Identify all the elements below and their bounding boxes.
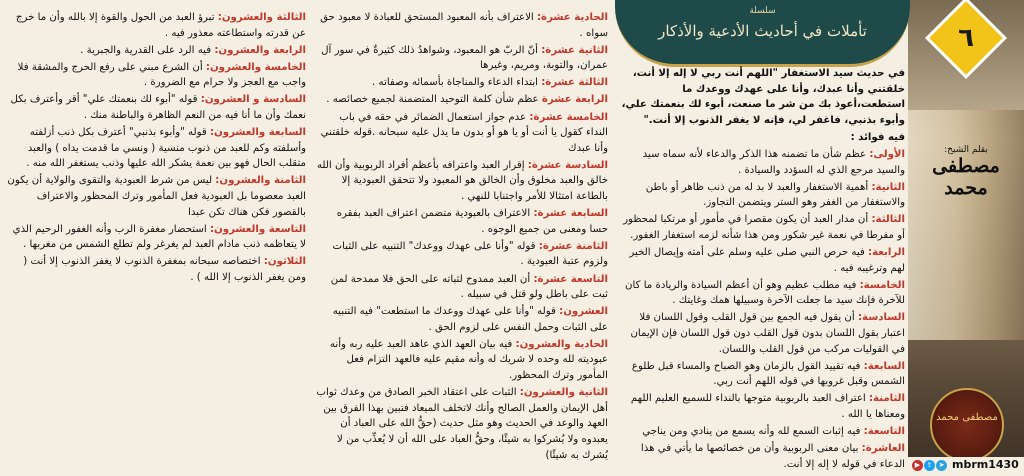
seal-logo bbox=[930, 388, 1004, 462]
benefit-label: الثالثة عشرة: bbox=[541, 77, 608, 89]
benefit-label: الثانية والعشرون: bbox=[519, 387, 608, 399]
benefit-paragraph bbox=[316, 272, 608, 303]
benefit-text: اختصاصه سبحانه بمغفرة الذنوب لا يغفر الذنوب إلا أنت ( ومن يغفر الذنوب إلا الله ) . bbox=[23, 256, 306, 283]
benefit-label: التاسعة والعشرون: bbox=[209, 223, 306, 235]
benefit-text: عظم شأن كلمة التوحيد المتضمنة لجميع خصائصه . bbox=[326, 94, 542, 106]
benefit-label: السادسة: bbox=[857, 312, 905, 324]
benefit-label: التاسعة عشرة: bbox=[533, 273, 608, 285]
benefit-text: فيه تقييد القول بالزمان وهو الصباح والمساء قبل طلوع الشمس وقبل غروبها في قوله اللهم أنت ربي. bbox=[631, 360, 905, 388]
benefit-text: الثبات على اعتقاد الخبر الصادق من وعدك ثواب أهل الإيمان والعمل الصالح وأنك لاتخلف الميعاد فتبين بهذا الفرق بين العهد والوعد في الحديث وهو مثل حديث (حقُّ الله على العباد أن يعبدوه ولا يُشركوا به شيئًا، وحقُّ العباد على الله أن لا يُعذِّب من لا يُشرك به شيئًا) bbox=[316, 387, 608, 461]
benefit-paragraph bbox=[6, 92, 306, 123]
benefit-paragraph bbox=[316, 337, 608, 384]
benefit-label: الثامنة والعشرون: bbox=[215, 175, 306, 187]
author-credit bbox=[912, 145, 1020, 205]
benefit-paragraph bbox=[619, 130, 905, 146]
benefit-label: الرابعة عشرة bbox=[541, 94, 608, 106]
benefit-paragraph bbox=[619, 180, 905, 211]
benefit-text: اعتراف العبد بالربوبية متوجها بالنداء للسميع العليم اللهم ومعناها يا الله . bbox=[630, 393, 905, 420]
author-prefix: بقلم الشيخ: bbox=[944, 145, 988, 155]
benefit-paragraph bbox=[316, 10, 608, 41]
benefit-text: فيه الرد على القدرية والجبرية . bbox=[80, 44, 215, 56]
benefit-paragraph bbox=[6, 60, 306, 91]
benefit-paragraph bbox=[619, 66, 905, 128]
benefit-text: أن مدار العبد أن يكون مقصرا في مأمور أو مرتكبا لمحظور أو مفرطا في نعمة غير شكور ومن هذا شأنه لزمه استغفار الغفور. bbox=[623, 214, 905, 241]
benefit-text: قوله "وأنا على عهدك ووعدك" التنبيه على الثبات ولزوم عتبة العبودية . bbox=[332, 240, 608, 268]
benefit-paragraph bbox=[619, 212, 905, 243]
benefit-paragraph bbox=[316, 158, 608, 205]
benefit-text: قوله "أبوء لك بنعمتك علي" أقر وأعترف بكل نعمك وأن ما أنا فيه من النعم الظاهرة والباطنة منك . bbox=[10, 94, 306, 122]
benefit-paragraph bbox=[6, 173, 306, 220]
benefit-paragraph bbox=[619, 424, 905, 440]
benefit-text: قوله "وأنا على عهدك ووعدك ما استطعت" فيه التنبيه على الثبات وحمل النفس على لزوم الحق . bbox=[332, 306, 608, 333]
benefit-label: الخامسة: bbox=[859, 279, 905, 291]
author-name: مصطفى محمد bbox=[932, 155, 1000, 199]
benefit-text: أنّ الربّ هو المعبود، وشواهدُ ذلك كثيرةٌ في سور آل عمران، والتوبة، ومريم، وغيرها bbox=[321, 44, 608, 72]
benefit-text: الاعتراف بالعبودية متضمن اعتراف العبد بفقره حسا ومعنى من جميع الوجوه . bbox=[336, 208, 608, 235]
benefit-text: أن العبد ممدوح لثباته على الحق فلا ممدحة لمن ثبت على باطل ولو قتل في سبيله . bbox=[330, 273, 608, 301]
series-label: سلسلة bbox=[749, 6, 776, 16]
benefit-paragraph bbox=[619, 359, 905, 390]
episode-number: ٦ bbox=[958, 23, 974, 53]
benefit-paragraph bbox=[619, 441, 905, 472]
benefit-text: أن الشرع مبني على رفع الحرج والمشقة فلا واجب مع العجز ولا حرام مع الضرورة . bbox=[17, 61, 306, 89]
benefit-paragraph bbox=[619, 278, 905, 309]
benefit-paragraph bbox=[6, 43, 306, 59]
benefit-text: فيه مطلب عظيم وهو أن أعظم السيادة والريادة ما كان للآخرة فإنك سيد ما جعلت الآخرة وسبيلها همك وغايتك . bbox=[625, 279, 905, 307]
benefit-label: الرابعة: bbox=[868, 247, 905, 259]
series-title: تأملات في أحاديث الأدعية والأذكار bbox=[658, 22, 867, 40]
benefit-text: بيان معنى الربوبية وأن من خصائصها ما يأتي في هذا الدعاء في قوله لا إله إلا أنت. bbox=[640, 443, 905, 470]
benefit-text: ابتداء الدعاء والمناجاة بأسمائه وصفاته . bbox=[372, 77, 542, 89]
benefit-text: فيه بيان العهد الذي عاهد العبد عليه ربه وأنه عبوديته لله وحده لا شريك له وأنه مقيم عليه فالعهد التزام فعل المأمور وترك المحظور. bbox=[329, 338, 608, 382]
benefit-text: إقرار العبد واعترافه بأعظم أفراد الربوبية وأن الله خالق والعبد مخلوق وأن الخالق هو المعبود ولا تتحقق العبودية إلا بالطاعة امتثالا للأمر واجتنابا للنهي . bbox=[316, 159, 608, 203]
benefit-text: فيه فوائد : bbox=[850, 131, 905, 143]
benefit-label: العشرون: bbox=[559, 306, 608, 318]
benefit-text: في حديث سيد الاستغفار "اللهم أنت ربي لا إله إلا أنت، خلقتني وأنا عبدك، وأنا على عهدك ووعدك ما استطعت،أعوذ بك من شر ما صنعت، أبوء لك بنعمتك علي، وأبوء بذنبي، فاغفر لي، فإنه لا يغفر الذنوب إلا أنت." bbox=[621, 68, 905, 126]
benefit-label: الرابعة والعشرون: bbox=[214, 44, 306, 56]
benefit-text: قوله "وأبوء بذنبي" أعترف بكل ذنب أزلفته وأسلفته وكم للعبد من ذنوب منسية ( ونسي ما قدمت يداه ) والعبد متقلب الحال فهو بين نعمة يشكر الله عليها وذنب يستغفر الله منه . bbox=[26, 127, 306, 170]
benefit-text: فيه حرص النبي صلى عليه وسلم على أمته وإيصال الخير لهم وترغيبه فيه . bbox=[629, 247, 905, 274]
column-middle bbox=[316, 10, 608, 472]
column-right bbox=[619, 66, 905, 472]
benefit-label: الثالثة: bbox=[871, 214, 905, 226]
benefit-text: الاعتراف بأنه المعبود المستحق للعبادة لا معبود حق سواه . bbox=[320, 12, 608, 39]
youtube-icon[interactable]: ▶ bbox=[912, 460, 923, 471]
twitter-icon[interactable]: t bbox=[924, 460, 935, 471]
benefit-text: عظم شأن ما تضمنه هذا الذكر والدعاء لأنه سماه سيد والسيد مرجع الذي له السؤدد والسيادة . bbox=[642, 148, 905, 176]
benefit-paragraph bbox=[6, 254, 306, 285]
benefit-label: السادسة و العشرون: bbox=[200, 94, 306, 106]
benefit-label: السادسة عشرة: bbox=[527, 159, 608, 171]
benefit-text: ليس من شرط العبودية والتقوى والولاية أن يكون العبد معصوما بل العبودية فعل المأمور وترك المحظور والاعتراف بالقصور فكن هناك تكن عبدا bbox=[7, 175, 306, 218]
benefit-label: العاشرة: bbox=[861, 443, 905, 455]
benefit-paragraph bbox=[6, 10, 306, 41]
social-handle[interactable]: mbrm1430 bbox=[952, 458, 1019, 471]
column-left bbox=[6, 10, 306, 472]
benefit-paragraph bbox=[316, 75, 608, 91]
benefit-label: الأولى: bbox=[869, 148, 905, 160]
benefit-label: الحادية عشرة: bbox=[536, 12, 608, 23]
telegram-icon[interactable]: ➤ bbox=[936, 460, 947, 471]
benefit-label: الخامسة عشرة: bbox=[529, 111, 608, 123]
benefit-label: الثامنة: bbox=[868, 393, 905, 405]
benefit-paragraph bbox=[619, 310, 905, 357]
benefit-label: السابعة عشرة: bbox=[533, 208, 608, 220]
benefit-paragraph bbox=[619, 147, 905, 178]
benefit-paragraph bbox=[619, 245, 905, 276]
benefit-label: الخامسة والعشرون: bbox=[205, 61, 306, 73]
seal-text: مصطفى محمد bbox=[936, 412, 998, 423]
benefit-label: الحادية والعشرون: bbox=[515, 338, 608, 350]
benefit-paragraph bbox=[6, 222, 306, 253]
benefit-label: التاسعة: bbox=[863, 426, 905, 438]
benefit-label: السابعة: bbox=[863, 360, 905, 372]
benefit-label: الثانية: bbox=[871, 181, 905, 193]
benefit-text: تبرؤ العبد من الحول والقوة إلا بالله وأن ما خرج عن قدرته واستطاعته معذور فيه . bbox=[15, 12, 306, 39]
benefit-text: عدم جواز استعمال الضمائر في حقه في باب النداء كقول يا أنت أو يا هو أو بدون ما يدل عليه سبحانه .قوله خلقتني وأنا عبدك bbox=[320, 111, 608, 154]
benefit-label: السابعة والعشرون: bbox=[209, 127, 306, 139]
benefit-text: أهمية الاستغفار والعبد لا بد له من ذنب ظاهر أو باطن والاستغفار من الغفر وهو الستر ويتضمن التجاوز. bbox=[645, 181, 905, 209]
benefit-paragraph bbox=[316, 43, 608, 74]
benefit-label: الثانية عشرة: bbox=[541, 44, 608, 56]
benefit-label: الثالثة والعشرون: bbox=[217, 12, 306, 23]
benefit-paragraph bbox=[316, 110, 608, 157]
benefit-label: الثلاثون: bbox=[263, 256, 306, 268]
benefit-paragraph bbox=[316, 385, 608, 463]
benefit-text: استحضار مغفرة الرب وأنه الغفور الرحيم الذي لا يتعاظمه ذنب مادام العبد لم يغرغر ولم تطلع الشمس من مغربها . bbox=[12, 223, 306, 251]
benefit-paragraph bbox=[6, 125, 306, 172]
benefit-paragraph bbox=[316, 92, 608, 108]
benefit-text: فيه إثبات السمع لله وأنه يسمع من ينادي ومن يناجي bbox=[642, 426, 864, 438]
benefit-paragraph bbox=[316, 206, 608, 237]
benefit-paragraph bbox=[316, 304, 608, 335]
benefit-text: أن يقول فيه الجمع بين قول القلب وقول اللسان فلا اعتبار بقول اللسان بدون قول القلب دون قول اللسان فإن الإيمان في القوليات مركب من قول القلب واللسان. bbox=[630, 312, 905, 355]
benefit-paragraph bbox=[619, 391, 905, 422]
benefit-label: الثامنة عشرة: bbox=[538, 240, 608, 252]
benefit-paragraph bbox=[316, 239, 608, 270]
